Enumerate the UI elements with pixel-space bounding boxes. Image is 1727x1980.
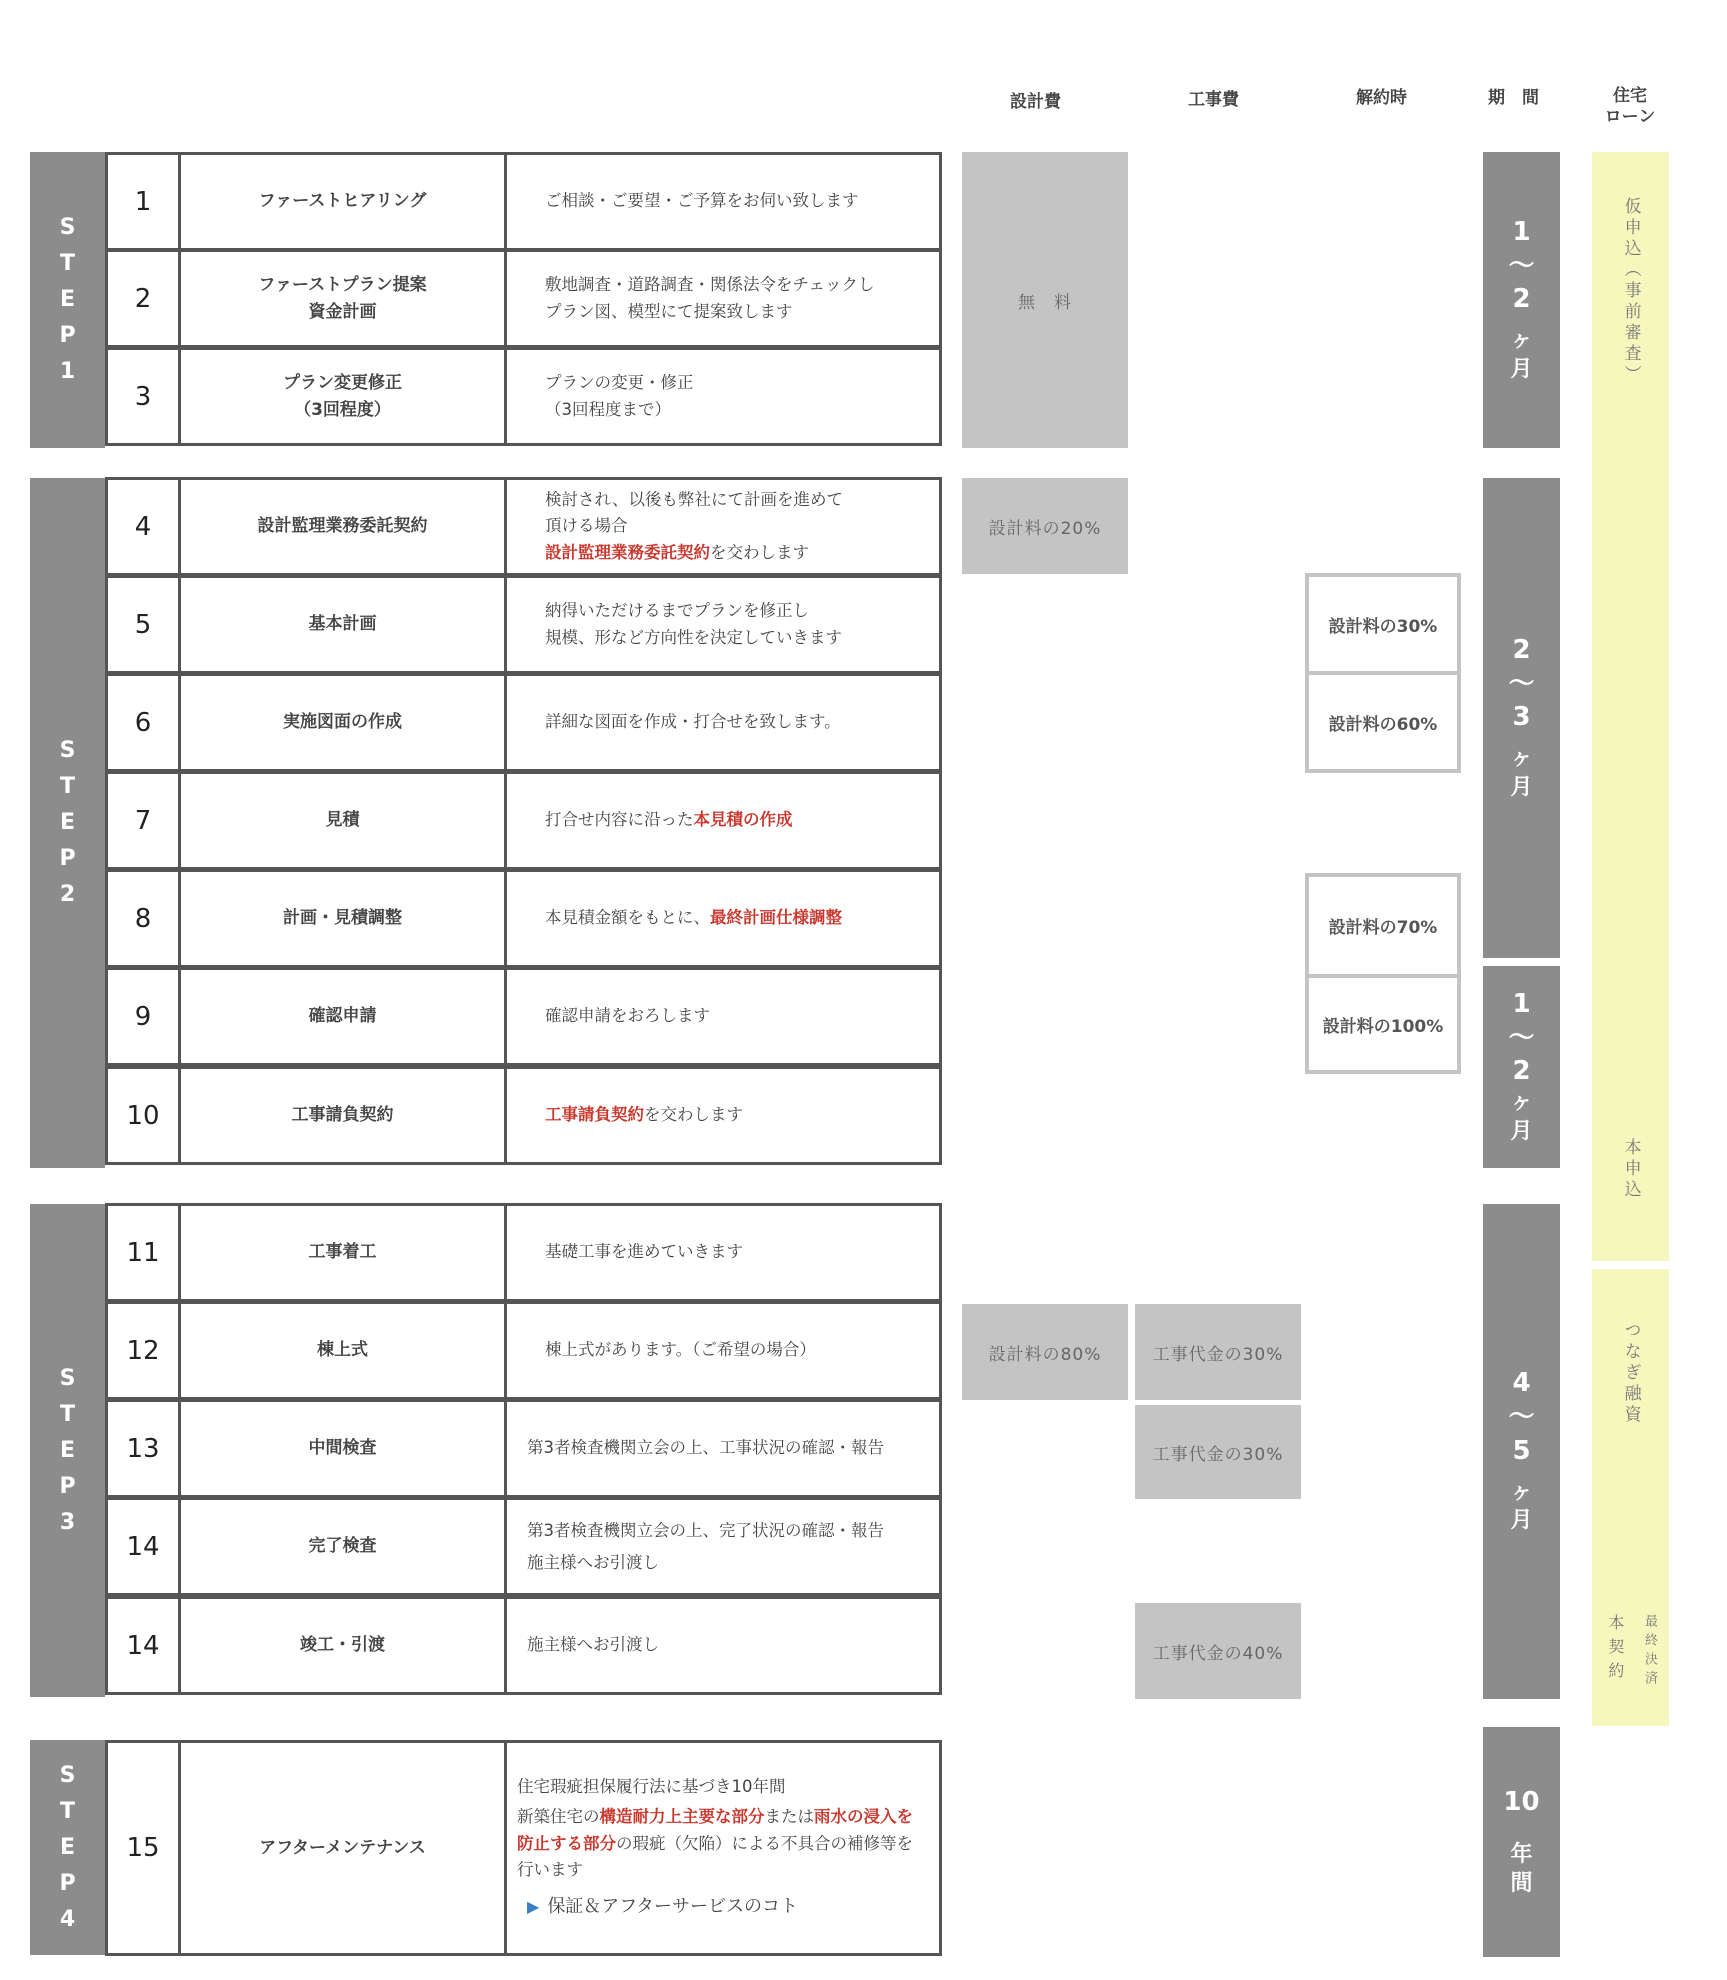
row-title: 確認申請 <box>181 970 507 1063</box>
table-row-2 <box>105 249 942 348</box>
cancel-fee-70: 設計料の70% <box>1305 873 1461 978</box>
construction-fee-30b: 工事代金の30% <box>1135 1405 1301 1499</box>
period-2-3-months: 2 〜 3 ヶ 月 <box>1483 478 1560 958</box>
row-title: 見積 <box>181 774 507 867</box>
row-number: 2 <box>108 252 181 345</box>
table-row-11 <box>105 1203 942 1302</box>
row-description: 第3者検査機関立会の上、完了状況の確認・報告 施主様へお引渡し <box>527 1521 884 1572</box>
loan-bridge-loan: つなぎ融資 <box>1592 1269 1669 1639</box>
table-row-8 <box>105 869 942 968</box>
construction-fee-40: 工事代金の40% <box>1135 1603 1301 1699</box>
row-number: 15 <box>108 1743 181 1953</box>
period-1-2-months: 1 〜 2 ヶ 月 <box>1483 152 1560 448</box>
period-1-2-months-b: 1 〜 2 ヶ 月 <box>1483 966 1560 1168</box>
header-cancellation: 解約時 <box>1356 88 1407 108</box>
row-number: 13 <box>108 1402 181 1495</box>
row-title: 竣工・引渡 <box>181 1599 507 1692</box>
row-description: ご相談・ご要望・ご予算をお伺い致します <box>545 191 859 211</box>
table-row-1 <box>105 152 942 251</box>
table-row-15 <box>105 1740 942 1956</box>
design-fee-free: 無 料 <box>962 152 1128 448</box>
row-title: 実施図面の作成 <box>181 676 507 769</box>
row-title: 棟上式 <box>181 1304 507 1397</box>
table-row-6 <box>105 673 942 772</box>
play-arrow-icon: ▶ <box>527 1897 540 1917</box>
row-title: 工事請負契約 <box>181 1069 507 1162</box>
design-fee-80: 設計料の80% <box>962 1304 1128 1400</box>
table-row-5 <box>105 575 942 674</box>
row-number: 9 <box>108 970 181 1063</box>
row-title: プラン変更修正 （3回程度） <box>181 350 507 443</box>
row-number: 4 <box>108 480 181 573</box>
period-4-5-months: 4 〜 5 ヶ 月 <box>1483 1204 1560 1699</box>
header-design-fee: 設計費 <box>1010 92 1061 112</box>
row-description: 工事請負契約を交わします <box>545 1105 743 1125</box>
cancel-fee-30: 設計料の30% <box>1305 573 1461 675</box>
cancel-fee-100: 設計料の100% <box>1305 974 1461 1074</box>
table-row-13 <box>105 1399 942 1498</box>
row-description: プランの変更・修正 （3回程度まで） <box>545 373 694 419</box>
row-title: 基本計画 <box>181 578 507 671</box>
row-number: 14 <box>108 1500 181 1593</box>
after-service-link[interactable]: ▶ 保証＆アフターサービスのコト <box>527 1896 799 1918</box>
row-title: 計画・見積調整 <box>181 872 507 965</box>
row-number: 7 <box>108 774 181 867</box>
row-description: 検討され、以後も弊社にて計画を進めて 頂ける場合 設計監理業務委託契約を交わします <box>545 489 843 562</box>
row-description: 詳細な図面を作成・打合せを致します。 <box>545 712 841 732</box>
row-title: ファーストヒアリング <box>181 155 507 248</box>
row-description: 確認申請をおろします <box>545 1006 710 1026</box>
row-description: 基礎工事を進めていきます <box>545 1242 743 1262</box>
loan-final-contract: 本契約 最終決済 <box>1592 1596 1669 1726</box>
row-description: 納得いただけるまでプランを修正し 規模、形など方向性を決定していきます <box>545 601 842 647</box>
table-row-7 <box>105 771 942 870</box>
loan-provisional-application: 仮申込（事前審査） <box>1592 152 1669 1115</box>
row-title: ファーストプラン提案 資金計画 <box>181 252 507 345</box>
step-4-bar: S T E P 4 <box>30 1740 105 1955</box>
header-construction-fee: 工事費 <box>1188 90 1239 110</box>
row-number: 11 <box>108 1206 181 1299</box>
header-period: 期 間 <box>1488 88 1539 108</box>
table-row-9 <box>105 967 942 1066</box>
row-number: 3 <box>108 350 181 443</box>
row-number: 10 <box>108 1069 181 1162</box>
table-row-10 <box>105 1066 942 1165</box>
loan-main-application: 本申込 <box>1592 1078 1669 1261</box>
row-number: 8 <box>108 872 181 965</box>
row-number: 14 <box>108 1599 181 1692</box>
row-number: 12 <box>108 1304 181 1397</box>
row-description: 住宅瑕疵担保履行法に基づき10年間 新築住宅の構造耐力上主要な部分または雨水の浸入を防止する部分の瑕疵（欠陥）による不具合の補修等を行います ▶ 保証＆アフターサービスのコト <box>507 1743 939 1953</box>
row-title: アフターメンテナンス <box>181 1743 507 1953</box>
row-title: 中間検査 <box>181 1402 507 1495</box>
cancel-fee-60: 設計料の60% <box>1305 671 1461 773</box>
row-description: 施主様へお引渡し <box>527 1635 659 1655</box>
row-description: 打合せ内容に沿った本見積の作成 <box>545 810 793 830</box>
row-number: 6 <box>108 676 181 769</box>
step-2-bar: S T E P 2 <box>30 478 105 1168</box>
row-description: 本見積金額をもとに、最終計画仕様調整 <box>545 908 842 928</box>
table-row-14 <box>105 1497 942 1596</box>
row-number: 5 <box>108 578 181 671</box>
table-row-3 <box>105 347 942 446</box>
header-loan: 住宅 ローン <box>1604 86 1656 128</box>
step-3-bar: S T E P 3 <box>30 1204 105 1697</box>
design-fee-20: 設計料の20% <box>962 478 1128 574</box>
row-number: 1 <box>108 155 181 248</box>
row-description: 敷地調査・道路調査・関係法令をチェックし プラン図、模型にて提案致します <box>545 275 875 321</box>
row-title: 工事着工 <box>181 1206 507 1299</box>
row-title: 完了検査 <box>181 1500 507 1593</box>
table-row-4 <box>105 477 942 576</box>
step-1-bar: S T E P 1 <box>30 152 105 448</box>
row-description: 棟上式があります。（ご希望の場合） <box>545 1340 816 1360</box>
period-10-years: 10 年 間 <box>1483 1727 1560 1957</box>
table-row-12 <box>105 1301 942 1400</box>
table-row-14b <box>105 1596 942 1695</box>
row-title: 設計監理業務委託契約 <box>181 480 507 573</box>
construction-fee-30a: 工事代金の30% <box>1135 1304 1301 1400</box>
row-description: 第3者検査機関立会の上、工事状況の確認・報告 <box>527 1438 884 1458</box>
